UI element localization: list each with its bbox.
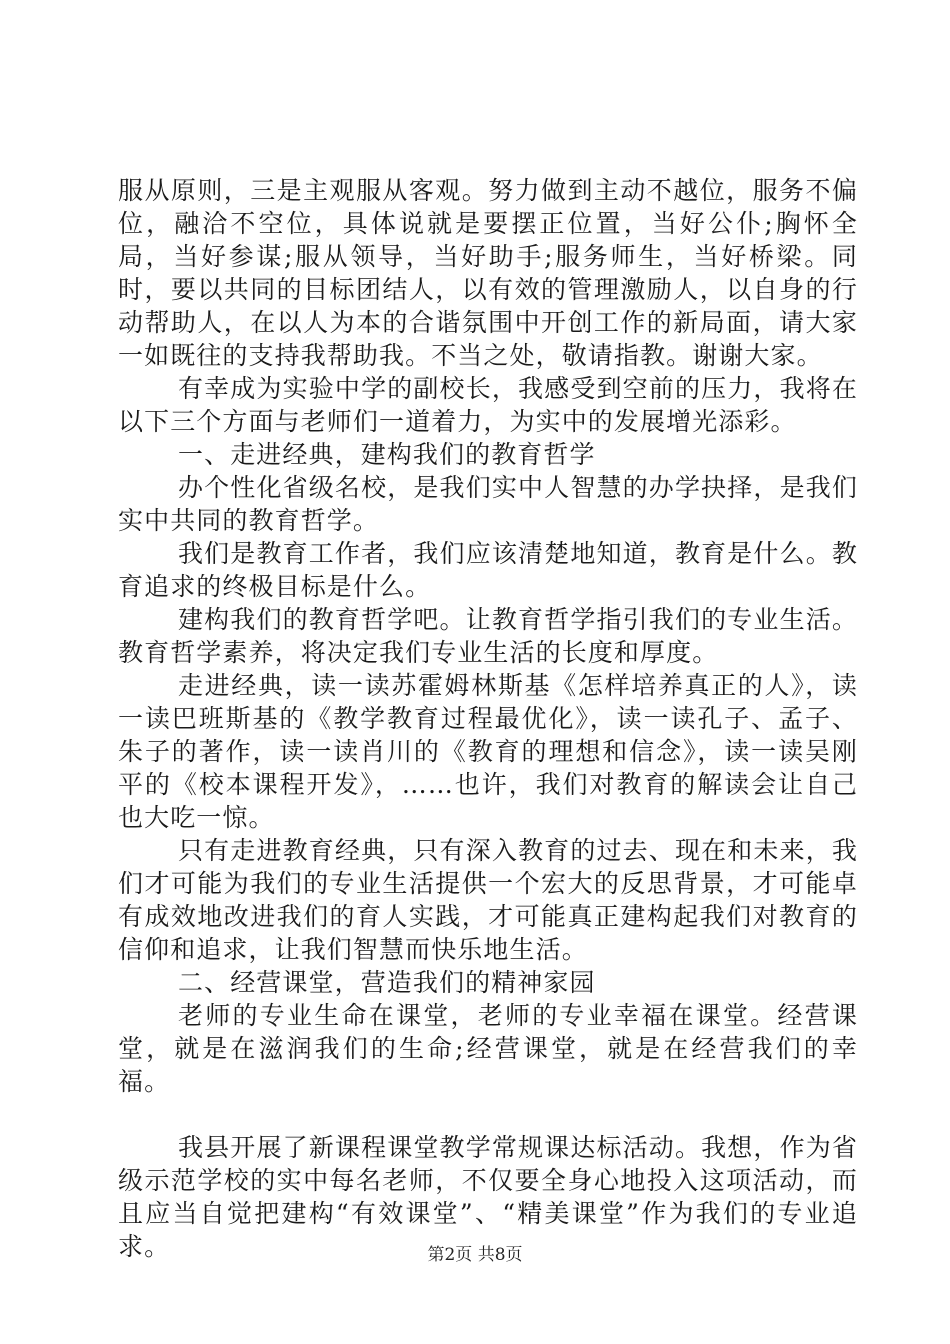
paragraph: 我们是教育工作者，我们应该清楚地知道，教育是什么。教育追求的终极目标是什么。: [118, 539, 858, 601]
paragraph: 走进经典，读一读苏霍姆林斯基《怎样培养真正的人》，读一读巴班斯基的《教学教育过程最优化》，读一读孔子、孟子、朱子的著作，读一读肖川的《教育的理想和信念》，读一读吴刚平的《校本课程开发》，……也许，我们对教育的解读会让自己也大吃一惊。: [118, 671, 858, 832]
paragraph: 我县开展了新课程课堂教学常规课达标活动。我想，作为省级示范学校的实中每名老师，不仅要全身心地投入这项活动，而且应当自觉把建构“有效课堂”、“精美课堂”作为我们的专业追求。: [118, 1133, 858, 1261]
paragraph: 只有走进教育经典，只有深入教育的过去、现在和未来，我们才可能为我们的专业生活提供一个宏大的反思背景，才可能卓有成效地改进我们的育人实践，才可能真正建构起我们对教育的信仰和追求，让我们智慧而快乐地生活。: [118, 836, 858, 964]
paragraph: 建构我们的教育哲学吧。让教育哲学指引我们的专业生活。教育哲学素养，将决定我们专业生活的长度和厚度。: [118, 605, 858, 667]
body-text: [118, 174, 858, 1263]
section-heading: 二、经营课堂，营造我们的精神家园: [178, 968, 596, 997]
paragraph: 老师的专业生命在课堂，老师的专业幸福在课堂。经营课堂，就是在滋润我们的生命;经营课堂，就是在经营我们的幸福。: [118, 1001, 858, 1096]
paragraph: 服从原则，三是主观服从客观。努力做到主动不越位，服务不偏位，融洽不空位，具体说就是要摆正位置，当好公仆;胸怀全局，当好参谋;服从领导，当好助手;服务师生，当好桥梁。同时，要以共同的目标团结人，以有效的管理激励人，以自身的行动帮助人，在以人为本的合谐氛围中开创工作的新局面，请大家一如既往的支持我帮助我。不当之处，敬请指教。谢谢大家。: [118, 176, 858, 370]
paragraph: 有幸成为实验中学的副校长，我感受到空前的压力，我将在以下三个方面与老师们一道着力，为实中的发展增光添彩。: [118, 374, 858, 436]
page-footer: [0, 1243, 950, 1267]
page-number: 第2页 共8页: [427, 1245, 523, 1265]
section-heading: 一、走进经典，建构我们的教育哲学: [178, 440, 596, 469]
paragraph: 办个性化省级名校，是我们实中人智慧的办学抉择，是我们实中共同的教育哲学。: [118, 473, 858, 535]
